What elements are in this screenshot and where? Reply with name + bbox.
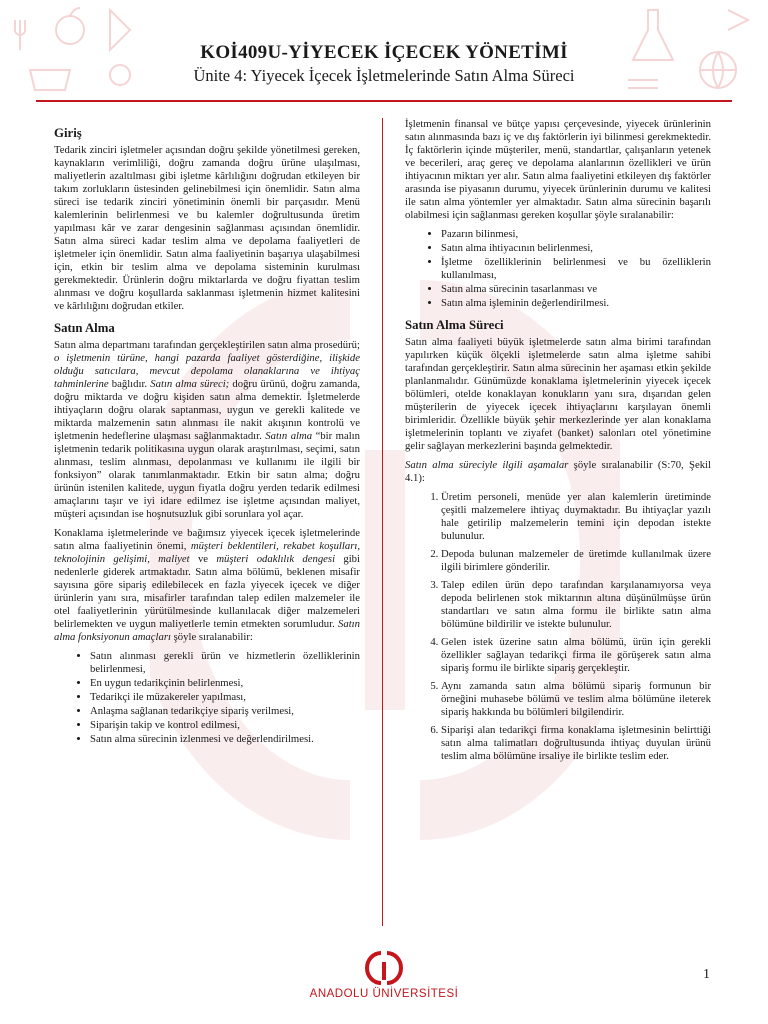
paragraph-factors: İşletmenin finansal ve bütçe yapısı çerçevesinde, yiyecek ürünlerinin satın alınmasında bazı iç ve dış faktörlerin iyi bilinmesi gerekmektedir. İç faktörlerin içinde müşteriler, menü, standartlar, çalışanların yetenek ve becerileri, araç gereç ve depolama alanlarının özellikleri ve ürün ihtiyacının miktarı yer alır. Satın alma faaliyetini etkileyen dış faktörler arasında ise piyasanın durumu, yiyecek ürünlerinin durumu ve kalitesi ile satın alma yöntemler yer almaktadır. Satın alma sürecinin başarılı olabilmesi için sağlanması gereken koşullar şöyle sıralanabilir: [405,118,711,221]
list-item: 4. Gelen istek üzerine satın alma bölümü, ürün için gerekli özellikler sağlayan tedarikçi firma ile görüşerek satın alma sipariş formu ile birlikte sipariş gerçekleştir. [441,636,711,675]
university-logo-icon [364,950,404,986]
page-header [0,0,768,100]
list-item: 3. Talep edilen ürün depo tarafından karşılanamıyorsa veya depoda belirlenen stok miktarının altına düşünülmüşse ürün standartları ve satın alma formu ile birlikte satın alma bölümüne bildirilir ve istekte bulunulur. [441,579,711,631]
list-item: 6. Siparişi alan tedarikçi firma konaklama işletmesinin belirttiği satın alma talimatları doğrultusunda ihtiyaç duyulan ürünü teslim alma bölümüne irsaliye ile birlikte teslim eder. [441,724,711,763]
university-logo [309,950,459,1010]
list-item: • Tedarikçi ile müzakereler yapılması, [90,691,360,704]
conditions-list [405,228,711,310]
left-column [54,118,360,752]
paragraph-satin-alma-sureci: Satın alma faaliyeti büyük işletmelerde satın alma birimi tarafından yapılırken küçük ölçekli işletmelerde satın alma işletme sahibi tarafından gerçekleştirir. Satın alma sürecinin her aşaması etkin şekilde planlanmalıdır. Günümüzde konaklama işletmelerinin yiyecek içecek bölümleri, otelde konaklayan konukların yanı sıra, dışarıdan gelen müşterilerin de yiyecek içecek ihtiyaçlarını karşılayan önemli birimleridir. Özellikle büyük şehir merkezlerinde yer alan konaklama işletmelerinin toplantı ve ziyafet (banket) salonları otel yönetimine gelir sağlayan merkezlerini başında gelmektedir. [405,336,711,452]
header-divider [36,100,732,102]
list-item: 1. Üretim personeli, menüde yer alan kalemlerin üretiminde çeşitli malzemelere ihtiyaç duymaktadır. Bu ihtiyaçlar yazılı hale getirilip malzemelerin temini için depodan istekte bulunulur. [441,491,711,543]
section-heading-satin-alma: Satın Alma [54,321,115,335]
page-number: 1 [703,967,710,982]
section-heading-satin-alma-sureci: Satın Alma Süreci [405,318,504,332]
list-item: • Satın alma ihtiyacının belirlenmesi, [441,242,711,255]
list-item: • İşletme özelliklerinin belirlenmesi ve bu özelliklerin kullanılması, [441,256,711,282]
column-divider [382,118,383,926]
list-item: • Satın alınması gerekli ürün ve hizmetlerin özelliklerinin belirlenmesi, [90,650,360,676]
list-item: • Satın alma işleminin değerlendirilmesi. [441,297,711,310]
list-item: • Anlaşma sağlanan tedarikçiye sipariş verilmesi, [90,705,360,718]
list-item: • Satın alma sürecinin izlenmesi ve değerlendirilmesi. [90,733,360,746]
section-heading-giris: Giriş [54,126,82,140]
unit-title: Ünite 4: Yiyecek İçecek İşletmelerinde Satın Alma Süreci [193,66,575,85]
list-item: 5. Aynı zamanda satın alma bölümü sipariş formunun bir örneğini muhasebe bölümü ve teslim alma bölümüne ileterek sipariş hakkında bu bölümleri bilgilendirir. [441,680,711,719]
paragraph-giris: Tedarik zinciri işletmeler açısından doğru şekilde yönetilmesi gereken, kaynakların verimliliği, doğru zamanda doğru ürüne ulaşılması, maliyetlerin azaltılması gibi işletme kârlılığını doğrudan etkileyen bir takım zorlukların üstesinden gelinebilmesi için önemlidir. Satın alma süreci ise tedarik zinciri yönetiminin önemli bir parçasıdır. Menü kalemlerinin belirlenmesi ve bu kalemler doğrultusunda üretim yapılması kâr ve zarar dengesinin sağlanması açısından önemlidir. Satın alma süreci kadar teslim alma ve depolama faaliyetleri de işletmeler için önemlidir. Satın alma faaliyetinin başarıya ulaşabilmesi için, etkin bir teslim alma ve depolama sisteminin kurulması gerekmektedir. Ürünlerin doğru miktarlarda ve doğru fiyattan teslim alınması ve doğru koşullarda saklanması işletmenin hizmet kalitesini ve kârlılığını doğrudan etkiler. [54,144,360,312]
list-item: • Siparişin takip ve kontrol edilmesi, [90,719,360,732]
aims-list [54,650,360,746]
stages-list [405,491,711,763]
list-item: 2. Depoda bulunan malzemeler de üretimde kullanılmak üzere ilgili birimlere gönderilir. [441,548,711,574]
paragraph-stages-intro: Satın alma süreciyle ilgili aşamalar şöyle sıralanabilir (S:70, Şekil 4.1): [405,459,711,484]
list-item: • Satın alma sürecinin tasarlanması ve [441,283,711,296]
paragraph-satin-alma-1: Satın alma departmanı tarafından gerçekleştirilen satın alma prosedürü; o işletmenin türüne, hangi pazarda faaliyet gösterdiğine, ilişkide olduğu satıcılara, mevcut depolama olanaklarına ve ihtiyaç tahminlerine bağlıdır. Satın alma süreci; doğru ürünü, doğru zamanda, doğru miktarda ve doğru kişiden satın alma demektir. İşletmelerde ihtiyaçların doğru olarak saptanması, uygun ve gerekli kalitede ve miktarda malzemenin satın alınması ile nakit akışının kontrolü ve işletmenin hedeflerine ulaşması sağlanmaktadır. Satın alma “bir malın işletmenin tedarik politikasına uygun olarak araştırılması, seçimi, satın alınması, teslim alınması, depolanması ve kullanımı ile ilgili bir fonksiyon” olarak tanımlanmaktadır. Etkin bir satın alma; doğru ürünün istenilen kalitede, uygun fiyatla doğru yerden tedarik edilmesi amaçlarını taşır ve iyi idare edilmez ise işletme açısından maliyet, müşteri açısından ise hoşnutsuzluk gibi sorunlara yol açar. [54,339,360,520]
university-name: ANADOLU ÜNİVERSİTESİ [309,988,459,1000]
paragraph-satin-alma-2: Konaklama işletmelerinde ve bağımsız yiyecek içecek işletmelerinde satın alma faaliyetinin önemi, müşteri beklentileri, rekabet koşulları, teknolojinin gelişimi, maliyet ve müşteri odaklılık dengesi gibi nedenlerle giderek artmaktadır. Satın alma bölümü, beklenen misafir sayısına göre sipariş edilebilecek en fazla yiyecek içecek ve diğer ürünlerin yanı sıra, misafirler tarafından talep edilen malzemeler ile otel faaliyetlerinin yürütülmesinde kullanılacak diğer malzemeleri belirlemekten ve uygun maliyetlerle temin etmekten sorumludur. Satın alma fonksiyonun amaçları şöyle sıralanabilir: [54,527,360,643]
course-title: KOİ409U-YİYECEK İÇECEK YÖNETİMİ [200,42,568,63]
list-item: • En uygun tedarikçinin belirlenmesi, [90,677,360,690]
right-column [405,118,711,768]
list-item: • Pazarın bilinmesi, [441,228,711,241]
